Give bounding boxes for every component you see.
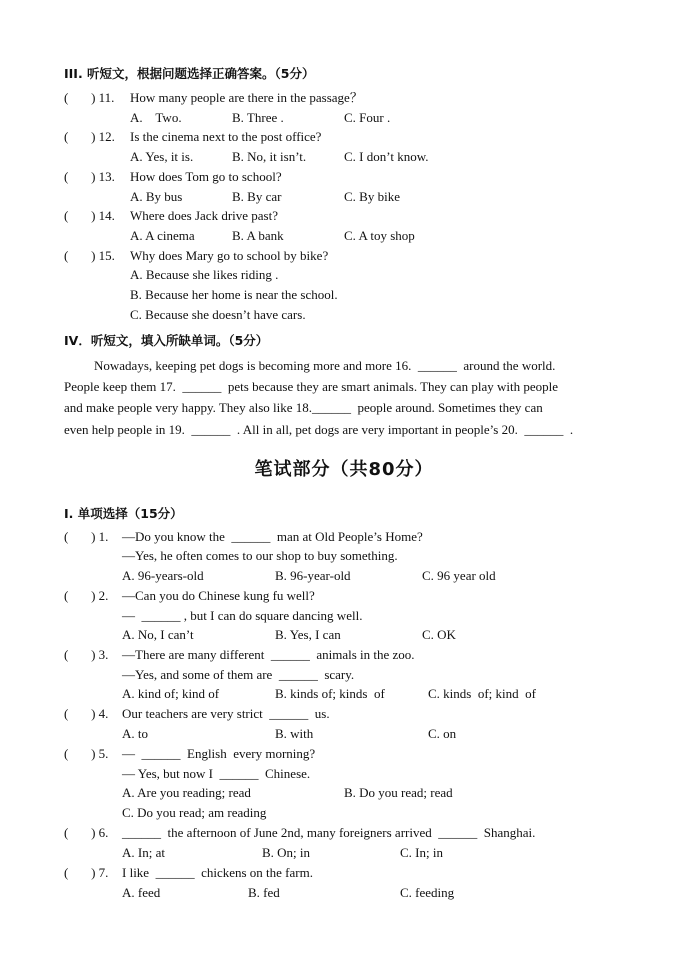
question-13-option-a: A. By bus: [130, 189, 183, 204]
question-12-number: ( ) 12.: [64, 129, 115, 144]
mc-6-option-a: A. In; at: [122, 845, 165, 860]
section-i-header: I. 单项选择（15分）: [64, 506, 183, 521]
mc-2-option-c: C. OK: [422, 627, 456, 642]
mc-3-option-a: A. kind of; kind of: [122, 686, 220, 701]
question-11-text: How many people are there in the passage？: [130, 90, 363, 105]
question-12-option-a: A. Yes, it is.: [130, 149, 194, 164]
mc-7-option-c: C. feeding: [400, 885, 455, 900]
question-11-option-c: C. Four .: [344, 110, 391, 125]
question-14-option-b: B. A bank: [232, 228, 284, 243]
mc-4-option-a: A. to: [122, 726, 148, 741]
question-14-option-a: A. A cinema: [130, 228, 195, 243]
mc-1-option-c: C. 96 year old: [422, 568, 496, 583]
mc-2-option-b: B. Yes, I can: [275, 627, 341, 642]
mc-2-line-1: —Can you do Chinese kung fu well?: [122, 588, 315, 603]
passage-line-2: People keep them 17. ______ pets because they are smart animals. They can play with people: [64, 379, 558, 394]
mc-7-option-b: B. fed: [248, 885, 280, 900]
mc-4-option-b: B. with: [275, 726, 314, 741]
mc-1-option-a: A. 96-years-old: [122, 568, 204, 583]
mc-3-line-2: —Yes, and some of them are ______ scary.: [122, 667, 355, 682]
question-13-option-c: C. By bike: [344, 189, 400, 204]
mc-1-number: ( ) 1.: [64, 529, 109, 544]
mc-4-line-1: Our teachers are very strict ______ us.: [122, 706, 330, 721]
question-14-number: ( ) 14.: [64, 208, 115, 223]
mc-5-line-1: — ______ English every morning?: [122, 746, 316, 761]
question-15-text: Why does Mary go to school by bike?: [130, 248, 329, 263]
mc-7-line-1: I like ______ chickens on the farm.: [122, 865, 313, 880]
mc-3-option-b: B. kinds of; kinds of: [275, 686, 385, 701]
passage-line-3: and make people very happy. They also like 18.______ people around. Sometimes they can: [64, 400, 543, 415]
question-11-option-b: B. Three .: [232, 110, 284, 125]
mc-6-number: ( ) 6.: [64, 825, 109, 840]
mc-4-number: ( ) 4.: [64, 706, 109, 721]
mc-7-number: ( ) 7.: [64, 865, 109, 880]
mc-2-line-2: — ______ , but I can do square dancing well.: [122, 608, 363, 623]
mc-6-line-1: ______ the afternoon of June 2nd, many foreigners arrived ______ Shanghai.: [122, 825, 536, 840]
question-13-number: ( ) 13.: [64, 169, 115, 184]
question-11-option-a: A. Two.: [130, 110, 182, 125]
mc-5-option-a: A. Are you reading; read: [122, 785, 251, 800]
mc-2-option-a: A. No, I can’t: [122, 627, 194, 642]
mc-3-line-1: —There are many different ______ animals in the zoo.: [122, 647, 415, 662]
question-15-option-c: C. Because she doesn’t have cars.: [130, 307, 306, 322]
question-12-option-c: C. I don’t know.: [344, 149, 429, 164]
question-12-option-b: B. No, it isn’t.: [232, 149, 307, 164]
mc-6-option-c: C. In; in: [400, 845, 443, 860]
question-13-option-b: B. By car: [232, 189, 282, 204]
mc-7-option-a: A. feed: [122, 885, 161, 900]
question-15-option-b: B. Because her home is near the school.: [130, 287, 338, 302]
passage-line-4: even help people in 19. ______ . All in all, pet dogs are very important in people’s 20. ______ .: [64, 422, 574, 437]
mc-5-option-b: B. Do you read; read: [344, 785, 453, 800]
question-14-text: Where does Jack drive past?: [130, 208, 278, 223]
mc-3-number: ( ) 3.: [64, 647, 109, 662]
mc-4-option-c: C. on: [428, 726, 457, 741]
written-part-title: 笔试部分（共80分）: [254, 459, 434, 480]
mc-5-line-2: — Yes, but now I ______ Chinese.: [122, 766, 311, 781]
question-12-text: Is the cinema next to the post office?: [130, 129, 322, 144]
question-15-number: ( ) 15.: [64, 248, 115, 263]
question-13-text: How does Tom go to school?: [130, 169, 282, 184]
mc-6-option-b: B. On; in: [262, 845, 311, 860]
question-11-number: ( ) 11.: [64, 90, 115, 105]
mc-1-line-2: —Yes, he often comes to our shop to buy something.: [122, 548, 398, 563]
mc-2-number: ( ) 2.: [64, 588, 109, 603]
mc-3-option-c: C. kinds of; kind of: [428, 686, 536, 701]
section-iv-header: IV．听短文，填入所缺单词。（5分）: [64, 333, 269, 348]
mc-1-option-b: B. 96-year-old: [275, 568, 351, 583]
mc-5-option-c: C. Do you read; am reading: [122, 805, 267, 820]
passage-line-1: Nowadays, keeping pet dogs is becoming more and more 16. ______ around the world.: [94, 358, 556, 373]
mc-5-number: ( ) 5.: [64, 746, 109, 761]
section-iii-header: III. 听短文，根据问题选择正确答案。（5分）: [64, 66, 315, 81]
question-14-option-c: C. A toy shop: [344, 228, 415, 243]
question-15-option-a: A. Because she likes riding .: [130, 267, 279, 282]
mc-1-line-1: —Do you know the ______ man at Old People’s Home?: [122, 529, 423, 544]
